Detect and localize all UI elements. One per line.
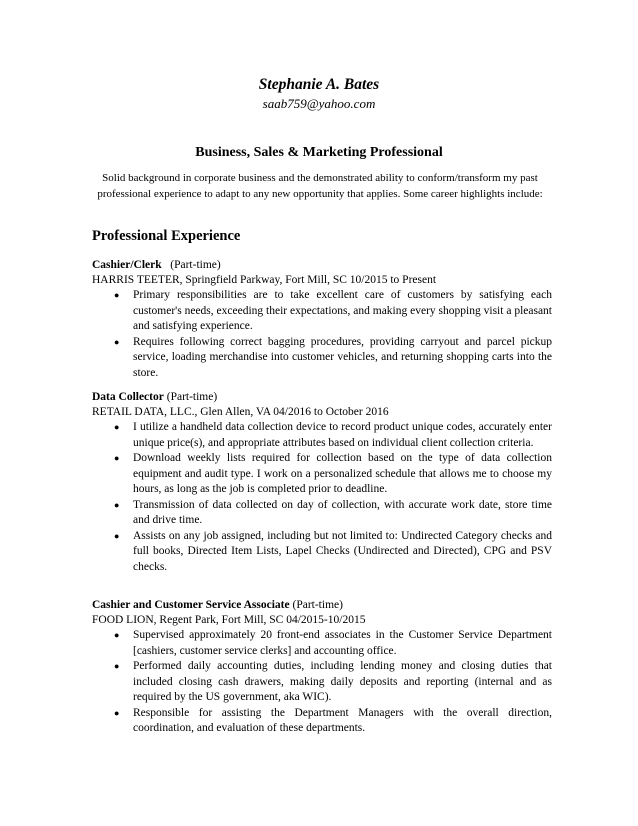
job-employer: RETAIL DATA, LLC., Glen Allen, VA 04/2016 to October 2016 <box>92 406 389 418</box>
job-title: Data Collector <box>92 391 164 403</box>
list-item: ● I utilize a handheld data collection device to record product unique codes, accurately enter unique price(s), and appropriate attributes based on individual client collection criteria. <box>114 421 552 449</box>
bullet-icon: ● <box>114 290 120 300</box>
job-type: (Part-time) <box>170 259 221 271</box>
list-item: ● Download weekly lists required for collection based on the type of data collection equipment and audit type. I work on a personalized schedule that allows me to choose my hours, as long as the job is completed prior to deadline. <box>114 452 552 495</box>
list-item: ● Assists on any job assigned, including but not limited to: Undirected Category checks and full books, Directed Item Lists, Lapel Checks (Undirected and Directed), CPG and PSV checks. <box>114 529 552 573</box>
list-item: ● Transmission of data collected on day of collection, with accurate work date, store time and drive time. <box>114 498 552 526</box>
bullet-icon: ● <box>114 422 120 432</box>
bullet-icon: ● <box>114 530 120 541</box>
section-title-experience: Professional Experience <box>92 228 241 244</box>
job-entry-retail-data <box>92 390 552 575</box>
bullet-icon: ● <box>114 707 120 718</box>
job-employer: HARRIS TEETER, Springfield Parkway, Fort Mill, SC 10/2015 to Present <box>92 274 437 286</box>
job-employer: FOOD LION, Regent Park, Fort Mill, SC 04/2015-10/2015 <box>92 614 366 626</box>
bullet-icon: ● <box>114 661 120 671</box>
job-bullet-list <box>92 628 552 737</box>
list-item: ● Responsible for assisting the Department Managers with the overall direction, coordination, and evaluation of these departments. <box>114 706 552 734</box>
list-item: ● Performed daily accounting duties, including lending money and closing duties that included closing cash drawers, making daily deposits and reporting (internal and as required by the US government, aka WIC). <box>114 660 552 703</box>
job-bullet-list <box>92 288 552 381</box>
bullet-icon: ● <box>114 453 120 463</box>
candidate-name: Stephanie A. Bates <box>258 76 380 93</box>
list-item: ● Supervised approximately 20 front-end associates in the Customer Service Department [cashiers, customer service clerks] and accounting office. <box>114 629 552 657</box>
job-entry-food-lion <box>92 598 552 737</box>
job-title: Cashier/Clerk <box>92 259 162 271</box>
job-title-line <box>92 390 552 405</box>
job-type: (Part-time) <box>166 391 218 403</box>
job-bullet-list <box>92 420 552 575</box>
job-title-line <box>92 258 552 273</box>
bullet-icon: ● <box>114 499 120 510</box>
bullet-icon: ● <box>114 630 120 640</box>
job-title: Cashier and Customer Service Associate <box>92 599 290 611</box>
job-title-line <box>92 598 552 613</box>
professional-headline: Business, Sales & Marketing Professional <box>195 145 443 160</box>
summary-paragraph: Solid background in corporate business and the demonstrated ability to conform/transform my past professional experience to adapt to any new opportunity that applies. Some career highlights include: <box>97 172 543 200</box>
list-item: ● Requires following correct bagging procedures, providing carryout and parcel pickup service, loading merchandise into customer vehicles, and returning shopping carts into the store. <box>114 335 552 379</box>
candidate-email: saab759@yahoo.com <box>262 96 376 111</box>
bullet-icon: ● <box>114 336 120 347</box>
list-item: ● Primary responsibilities are to take excellent care of customers by satisfying each customer's needs, exceeding their expectations, and making every shopping visit a pleasant and satisfying experience. <box>114 289 552 332</box>
job-type: (Part-time) <box>292 599 343 611</box>
job-entry-harris-teeter <box>92 258 552 381</box>
